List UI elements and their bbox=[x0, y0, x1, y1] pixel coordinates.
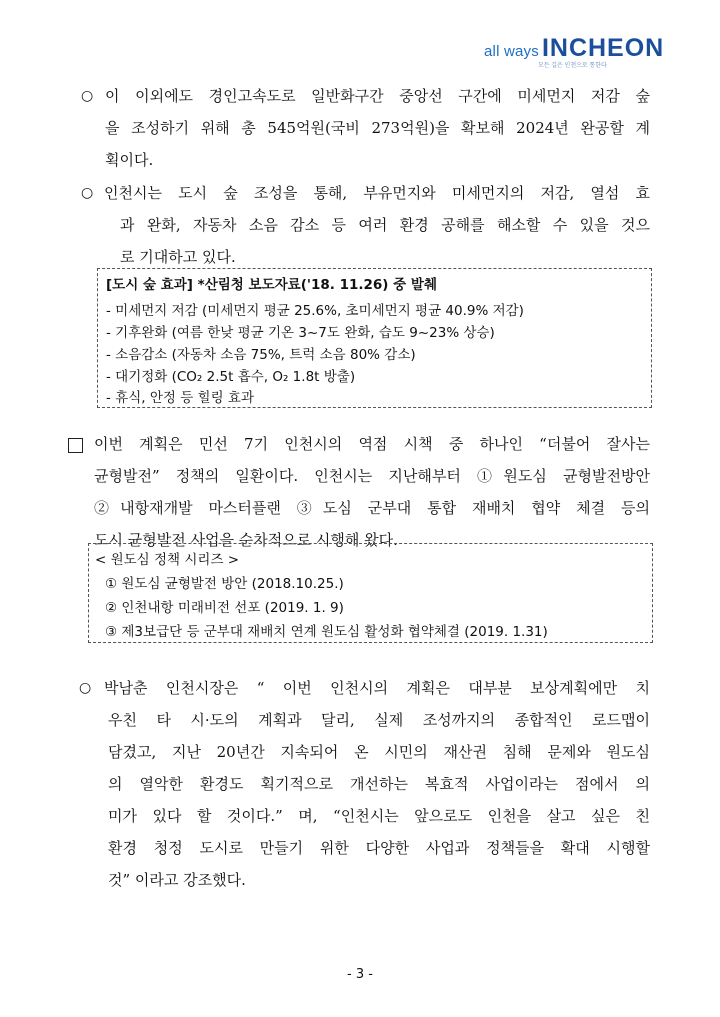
paragraph-line: 환경 청정 도시로 만들기 위한 다양한 사업과 정책들을 확대 시행할 bbox=[108, 839, 650, 857]
paragraph-line: 이번 계획은 민선 7기 인천시의 역점 시책 중 하나인 “더불어 잘사는 bbox=[94, 435, 650, 453]
paragraph-line: 도시 균형발전 사업을 순차적으로 시행해 왔다. bbox=[94, 531, 398, 549]
square-bullet bbox=[68, 438, 83, 453]
box-item: - 대기정화 (CO₂ 2.5t 흡수, O₂ 1.8t 방출) bbox=[106, 369, 356, 385]
paragraph-line: 우친 타 시·도의 계획과 달리, 실제 조성까지의 종합적인 로드맵이 bbox=[108, 711, 650, 729]
paragraph-2 bbox=[104, 177, 650, 273]
box-item: ① 원도심 균형발전 방안 (2018.10.25.) bbox=[105, 576, 344, 592]
box-item: ③ 제3보급단 등 군부대 재배치 연계 원도심 활성화 협약체결 (2019. 1.31) bbox=[105, 624, 548, 640]
paragraph-1 bbox=[105, 80, 650, 176]
paragraph-line: 을 조성하기 위해 총 545억원(국비 273억원)을 확보해 2024년 완공할 계 bbox=[105, 119, 650, 137]
box-title: < 원도심 정책 시리즈 > bbox=[95, 552, 240, 568]
paragraph-line: 박남춘 인천시장은 “ 이번 인천시의 계획은 대부분 보상계획에만 치 bbox=[104, 679, 650, 697]
incheon-logo bbox=[484, 34, 684, 74]
box-item: ② 인천내항 미래비전 선포 (2019. 1. 9) bbox=[105, 600, 344, 616]
box-item: - 소음감소 (자동차 소음 75%, 트럭 소음 80% 감소) bbox=[106, 347, 416, 363]
circle-bullet: ○ bbox=[81, 185, 94, 201]
paragraph-line: 담겼고, 지난 20년간 지속되어 온 시민의 재산권 침해 문제와 원도심 bbox=[108, 743, 650, 761]
policy-series-box bbox=[88, 543, 653, 643]
forest-effect-box bbox=[97, 268, 652, 408]
circle-bullet: ○ bbox=[81, 88, 94, 104]
paragraph-line: 미가 있다 할 것이다.” 며, “인천시는 앞으로도 인천을 살고 싶은 친 bbox=[108, 807, 650, 825]
paragraph-line: 로 기대하고 있다. bbox=[120, 248, 236, 266]
circle-bullet: ○ bbox=[79, 680, 92, 696]
paragraph-line: 균형발전” 정책의 일환이다. 인천시는 지난해부터 ①원도심 균형발전방안 bbox=[94, 467, 650, 485]
paragraph-line: 과 완화, 자동차 소음 감소 등 여러 환경 공해를 해소할 수 있을 것으 bbox=[120, 216, 650, 234]
paragraph-3 bbox=[94, 428, 650, 556]
logo-tagline: 모든 길은 인천으로 통한다 bbox=[538, 63, 607, 69]
paragraph-line: 의 열악한 환경도 획기적으로 개선하는 복효적 사업이라는 점에서 의 bbox=[108, 775, 650, 793]
box-title: [도시 숲 효과] *산림청 보도자료('18. 11.26) 중 발췌 bbox=[106, 277, 438, 293]
box-item: - 기후완화 (여름 한낮 평균 기온 3~7도 완화, 습도 9~23% 상승) bbox=[106, 325, 495, 341]
paragraph-line: 것” 이라고 강조했다. bbox=[108, 871, 246, 889]
paragraph-4 bbox=[104, 672, 650, 896]
box-item: - 휴식, 안정 등 힐링 효과 bbox=[106, 390, 254, 406]
logo-name: INCHEON bbox=[541, 34, 665, 62]
paragraph-line: ②내항재개발 마스터플랜 ③도심 군부대 통합 재배치 협약 체결 등의 bbox=[94, 499, 650, 517]
box-item: - 미세먼지 저감 (미세먼지 평균 25.6%, 초미세먼지 평균 40.9% 저감) bbox=[106, 303, 524, 319]
paragraph-line: 이 이외에도 경인고속도로 일반화구간 중앙선 구간에 미세먼지 저감 숲 bbox=[105, 87, 650, 105]
logo-prefix: all ways bbox=[484, 43, 539, 60]
paragraph-line: 획이다. bbox=[105, 151, 154, 169]
page-number: - 3 - bbox=[347, 967, 373, 982]
paragraph-line: 인천시는 도시 숲 조성을 통해, 부유먼지와 미세먼지의 저감, 열섬 효 bbox=[104, 184, 650, 202]
